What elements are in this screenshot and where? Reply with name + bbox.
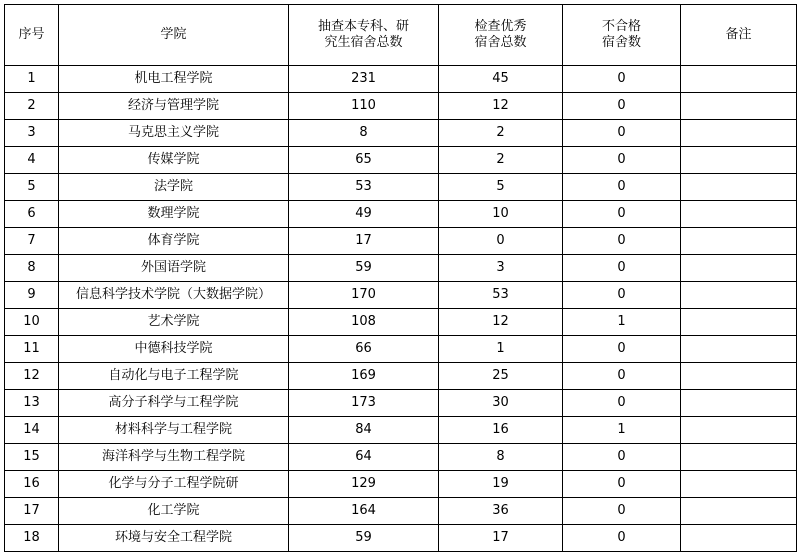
cell-college: 经济与管理学院: [59, 93, 289, 120]
cell-index: 14: [5, 417, 59, 444]
header-label-total-line1: 抽查本专科、研: [317, 18, 409, 34]
cell-excellent: 53: [439, 282, 563, 309]
cell-college: 环境与安全工程学院: [59, 525, 289, 552]
cell-fail: 1: [563, 309, 681, 336]
cell-remark: [681, 498, 797, 525]
cell-remark: [681, 309, 797, 336]
cell-remark: [681, 363, 797, 390]
table-row: [5, 93, 797, 120]
header-label-total-line2: 究生宿舍总数: [324, 35, 403, 50]
cell-index: 13: [5, 390, 59, 417]
cell-fail: 0: [563, 228, 681, 255]
table-row: [5, 336, 797, 363]
cell-remark: [681, 417, 797, 444]
cell-total: 65: [289, 147, 439, 174]
table-row: [5, 444, 797, 471]
cell-total: 8: [289, 120, 439, 147]
header-label-excellent-line2: 宿舍总数: [474, 35, 527, 50]
cell-total: 49: [289, 201, 439, 228]
cell-college: 材料科学与工程学院: [59, 417, 289, 444]
header-label-remark: 备注: [725, 26, 752, 42]
cell-excellent: 36: [439, 498, 563, 525]
cell-excellent: 12: [439, 93, 563, 120]
cell-college: 外国语学院: [59, 255, 289, 282]
cell-excellent: 19: [439, 471, 563, 498]
cell-college: 中德科技学院: [59, 336, 289, 363]
cell-college: 化工学院: [59, 498, 289, 525]
cell-excellent: 8: [439, 444, 563, 471]
dormitory-inspection-table: [4, 4, 797, 552]
cell-fail: 0: [563, 120, 681, 147]
cell-excellent: 30: [439, 390, 563, 417]
table-row: [5, 147, 797, 174]
table-row: [5, 417, 797, 444]
cell-fail: 0: [563, 498, 681, 525]
cell-excellent: 10: [439, 201, 563, 228]
cell-index: 5: [5, 174, 59, 201]
cell-index: 6: [5, 201, 59, 228]
cell-index: 7: [5, 228, 59, 255]
table-row: [5, 201, 797, 228]
header-label-college: 学院: [160, 26, 187, 42]
cell-index: 15: [5, 444, 59, 471]
cell-college: 传媒学院: [59, 147, 289, 174]
header-cell-total: [289, 5, 439, 66]
table-row: [5, 228, 797, 255]
cell-total: 108: [289, 309, 439, 336]
cell-index: 3: [5, 120, 59, 147]
cell-total: 59: [289, 255, 439, 282]
cell-excellent: 0: [439, 228, 563, 255]
cell-index: 4: [5, 147, 59, 174]
table-body: [5, 66, 797, 552]
cell-index: 1: [5, 66, 59, 93]
cell-fail: 0: [563, 93, 681, 120]
cell-fail: 0: [563, 363, 681, 390]
cell-excellent: 2: [439, 120, 563, 147]
header-cell-excellent: [439, 5, 563, 66]
cell-total: 64: [289, 444, 439, 471]
cell-fail: 0: [563, 174, 681, 201]
table-row: [5, 363, 797, 390]
table-row: [5, 498, 797, 525]
cell-fail: 0: [563, 390, 681, 417]
cell-total: 66: [289, 336, 439, 363]
cell-total: 110: [289, 93, 439, 120]
cell-remark: [681, 120, 797, 147]
cell-college: 艺术学院: [59, 309, 289, 336]
cell-fail: 0: [563, 255, 681, 282]
cell-college: 体育学院: [59, 228, 289, 255]
cell-total: 231: [289, 66, 439, 93]
cell-remark: [681, 336, 797, 363]
table-row: [5, 525, 797, 552]
table-row: [5, 174, 797, 201]
cell-fail: 0: [563, 201, 681, 228]
cell-college: 化学与分子工程学院研: [59, 471, 289, 498]
table-row: [5, 309, 797, 336]
cell-remark: [681, 390, 797, 417]
cell-excellent: 17: [439, 525, 563, 552]
cell-excellent: 25: [439, 363, 563, 390]
cell-remark: [681, 66, 797, 93]
header-row: [5, 5, 797, 66]
cell-index: 9: [5, 282, 59, 309]
cell-index: 10: [5, 309, 59, 336]
cell-total: 170: [289, 282, 439, 309]
cell-remark: [681, 201, 797, 228]
cell-remark: [681, 93, 797, 120]
table-row: [5, 390, 797, 417]
cell-college: 法学院: [59, 174, 289, 201]
cell-fail: 0: [563, 471, 681, 498]
cell-excellent: 5: [439, 174, 563, 201]
header-label-excellent-line1: 检查优秀: [474, 18, 527, 34]
cell-college: 信息科学技术学院（大数据学院）: [59, 282, 289, 309]
header-cell-fail: [563, 5, 681, 66]
table-header: [5, 5, 797, 66]
table-row: [5, 282, 797, 309]
cell-excellent: 3: [439, 255, 563, 282]
cell-remark: [681, 147, 797, 174]
cell-index: 17: [5, 498, 59, 525]
cell-total: 59: [289, 525, 439, 552]
cell-remark: [681, 444, 797, 471]
cell-remark: [681, 525, 797, 552]
cell-college: 数理学院: [59, 201, 289, 228]
cell-total: 84: [289, 417, 439, 444]
cell-excellent: 16: [439, 417, 563, 444]
cell-index: 2: [5, 93, 59, 120]
header-cell-remark: [681, 5, 797, 66]
cell-college: 高分子科学与工程学院: [59, 390, 289, 417]
header-label-fail-line2: 宿舍数: [601, 35, 641, 50]
cell-total: 173: [289, 390, 439, 417]
cell-total: 17: [289, 228, 439, 255]
cell-remark: [681, 282, 797, 309]
cell-total: 169: [289, 363, 439, 390]
cell-college: 海洋科学与生物工程学院: [59, 444, 289, 471]
table-row: [5, 255, 797, 282]
cell-fail: 0: [563, 336, 681, 363]
cell-index: 16: [5, 471, 59, 498]
table-row: [5, 471, 797, 498]
cell-total: 129: [289, 471, 439, 498]
cell-index: 8: [5, 255, 59, 282]
cell-college: 马克思主义学院: [59, 120, 289, 147]
cell-fail: 0: [563, 66, 681, 93]
header-label-fail-line1: 不合格: [601, 18, 641, 34]
cell-fail: 0: [563, 147, 681, 174]
cell-college: 机电工程学院: [59, 66, 289, 93]
cell-index: 11: [5, 336, 59, 363]
cell-index: 18: [5, 525, 59, 552]
cell-index: 12: [5, 363, 59, 390]
header-label-index: 序号: [18, 26, 45, 42]
cell-remark: [681, 471, 797, 498]
header-cell-index: [5, 5, 59, 66]
cell-excellent: 45: [439, 66, 563, 93]
cell-excellent: 1: [439, 336, 563, 363]
cell-excellent: 12: [439, 309, 563, 336]
table-row: [5, 66, 797, 93]
cell-fail: 0: [563, 525, 681, 552]
cell-fail: 1: [563, 417, 681, 444]
cell-total: 53: [289, 174, 439, 201]
cell-college: 自动化与电子工程学院: [59, 363, 289, 390]
cell-fail: 0: [563, 282, 681, 309]
header-cell-college: [59, 5, 289, 66]
table-row: [5, 120, 797, 147]
cell-total: 164: [289, 498, 439, 525]
cell-remark: [681, 228, 797, 255]
cell-excellent: 2: [439, 147, 563, 174]
cell-remark: [681, 174, 797, 201]
cell-remark: [681, 255, 797, 282]
cell-fail: 0: [563, 444, 681, 471]
